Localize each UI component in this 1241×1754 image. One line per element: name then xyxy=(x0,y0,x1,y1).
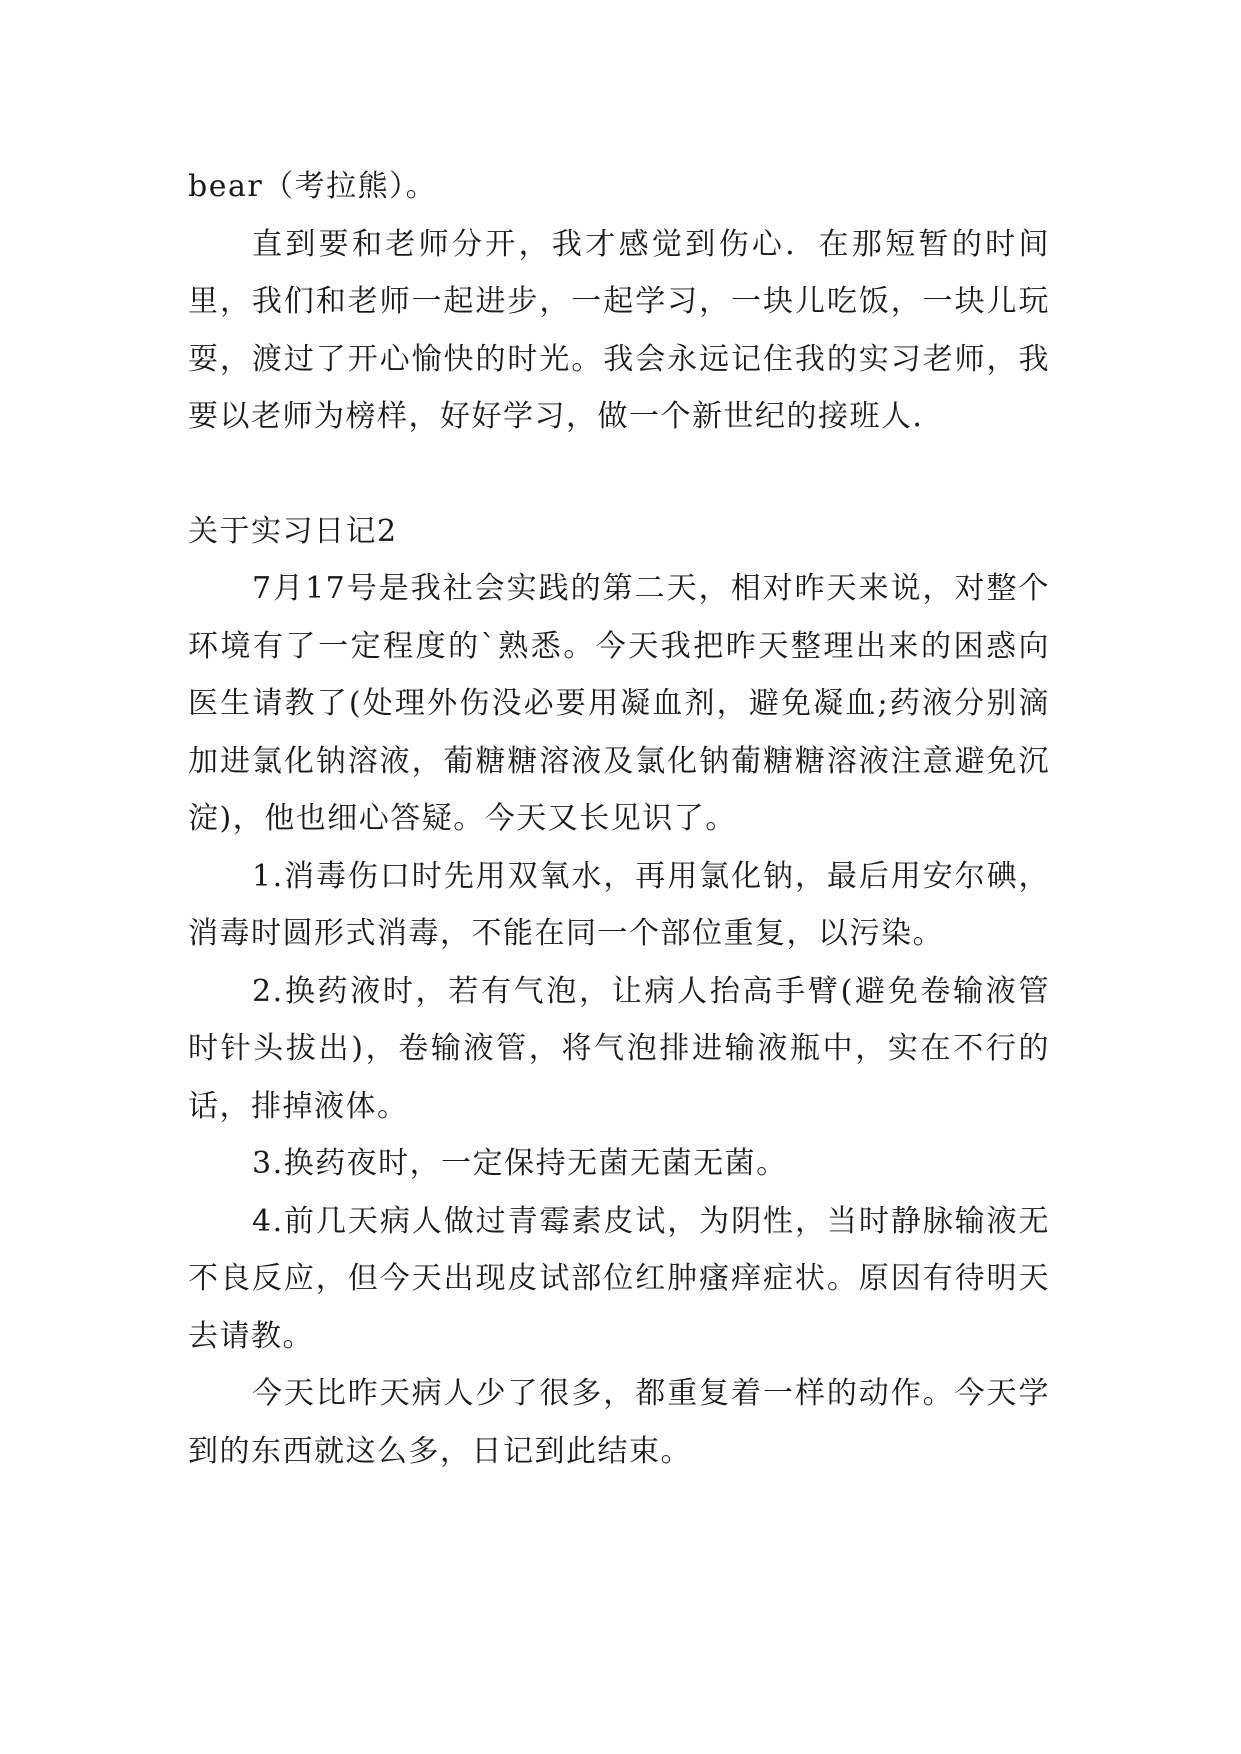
paragraph-farewell: 直到要和老师分开，我才感觉到伤心．在那短暂的时间里，我们和老师一起进步，一起学习，一块儿吃饭，一块儿玩耍，渡过了开心愉快的时光。我会永远记住我的实习老师，我要以老师为榜样，好好学习，做一个新世纪的接班人． xyxy=(188,226,1050,434)
list-item-1: 1.消毒伤口时先用双氧水，再用氯化钠，最后用安尔碘，消毒时圆形式消毒，不能在同一个部位重复，以污染。 xyxy=(188,858,1050,951)
section-title: 关于实习日记2 xyxy=(188,513,398,549)
paragraph-continued: bear（考拉熊）。 xyxy=(188,169,438,204)
document-body xyxy=(188,158,1050,1480)
paragraph-conclusion: 今天比昨天病人少了很多，都重复着一样的动作。今天学到的东西就这么多，日记到此结束。 xyxy=(188,1376,1050,1469)
paragraph-intro: 7月17号是我社会实践的第二天，相对昨天来说，对整个环境有了一定程度的`熟悉。今天我把昨天整理出来的困惑向医生请教了(处理外伤没必要用凝血剂，避免凝血;药液分别滴加进氯化钠溶液，葡糖糖溶液及氯化钠葡糖糖溶液注意避免沉淀)，他也细心答疑。今天又长见识了。 xyxy=(188,571,1050,836)
list-item-4: 4.前几天病人做过青霉素皮试，为阴性，当时静脉输液无不良反应，但今天出现皮试部位红肿瘙痒症状。原因有待明天去请教。 xyxy=(188,1203,1050,1354)
list-item-2: 2.换药液时，若有气泡，让病人抬高手臂(避免卷输液管时针头拔出)，卷输液管，将气泡排进输液瓶中，实在不行的话，排掉液体。 xyxy=(188,973,1050,1124)
list-item-3: 3.换药夜时，一定保持无菌无菌无菌。 xyxy=(252,1146,788,1181)
